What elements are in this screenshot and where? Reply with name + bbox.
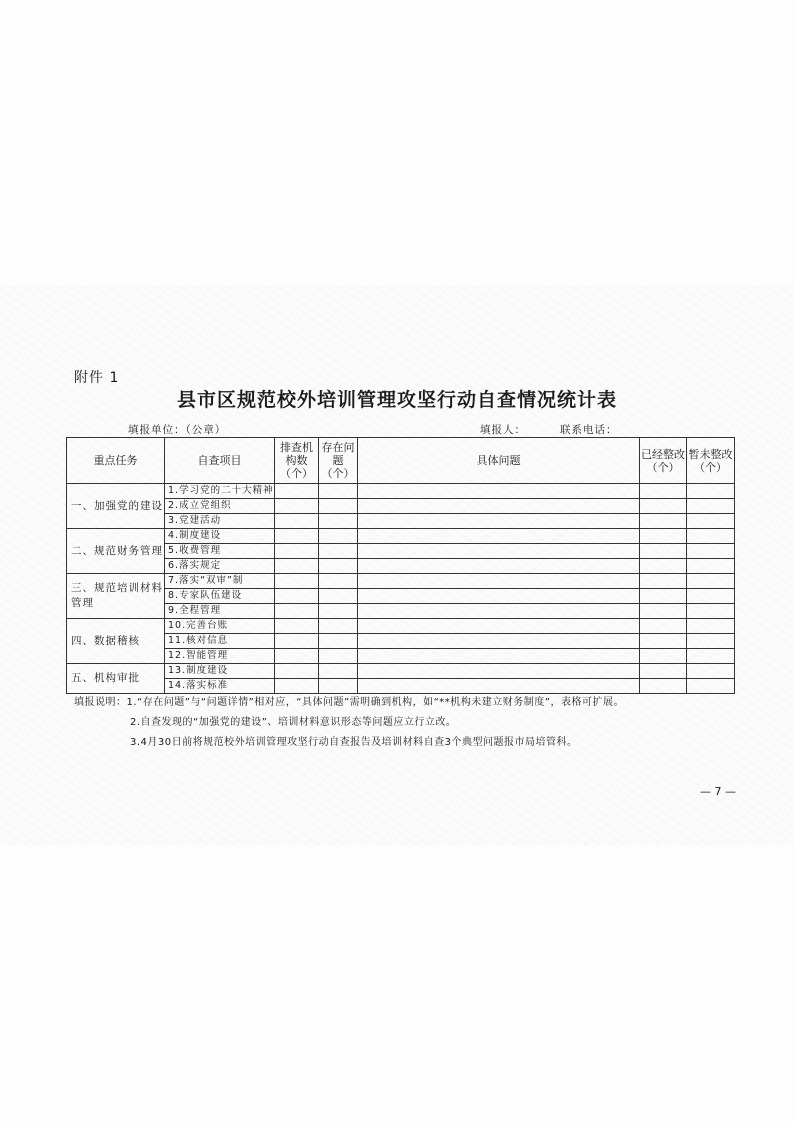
empty-cell[interactable] <box>319 544 358 559</box>
table-row <box>67 574 735 589</box>
fill-unit-label: 填报单位：（公章） <box>128 424 227 436</box>
table-row <box>67 484 735 499</box>
attachment-label: 附件 1 <box>74 370 120 386</box>
phone-label: 联系电话： <box>560 424 618 436</box>
empty-cell[interactable] <box>275 499 319 514</box>
empty-cell[interactable] <box>358 484 640 499</box>
empty-cell[interactable] <box>640 664 687 679</box>
empty-cell[interactable] <box>687 514 735 529</box>
task-cell: 五、机构审批 <box>67 664 165 694</box>
item-cell: 4.制度建设 <box>165 529 275 544</box>
item-cell: 12.智能管理 <box>165 649 275 664</box>
empty-cell[interactable] <box>358 559 640 574</box>
empty-cell[interactable] <box>640 514 687 529</box>
empty-cell[interactable] <box>687 499 735 514</box>
statistics-table <box>66 437 735 694</box>
item-cell: 8.专家队伍建设 <box>165 589 275 604</box>
empty-cell[interactable] <box>640 634 687 649</box>
item-cell: 1.学习党的二十大精神 <box>165 484 275 499</box>
empty-cell[interactable] <box>319 514 358 529</box>
empty-cell[interactable] <box>275 484 319 499</box>
empty-cell[interactable] <box>275 589 319 604</box>
table-row <box>67 664 735 679</box>
empty-cell[interactable] <box>687 544 735 559</box>
empty-cell[interactable] <box>275 574 319 589</box>
table-row <box>67 679 735 694</box>
item-cell: 10.完善台账 <box>165 619 275 634</box>
empty-cell[interactable] <box>640 574 687 589</box>
empty-cell[interactable] <box>687 649 735 664</box>
note-line-3: 3.4月30日前将规范校外培训管理攻坚行动自查报告及培训材料自查3个典型问题报市局培管科。 <box>130 737 578 748</box>
header-unfixed: 暂未整改（个） <box>687 438 735 484</box>
empty-cell[interactable] <box>319 664 358 679</box>
empty-cell[interactable] <box>687 589 735 604</box>
table-row <box>67 589 735 604</box>
table-row <box>67 634 735 649</box>
empty-cell[interactable] <box>275 619 319 634</box>
task-cell: 三、规范培训材料管理 <box>67 574 165 619</box>
table-header-row <box>67 438 735 484</box>
page-number: — 7 — <box>700 785 736 798</box>
empty-cell[interactable] <box>358 514 640 529</box>
item-cell: 3.党建活动 <box>165 514 275 529</box>
empty-cell[interactable] <box>275 514 319 529</box>
empty-cell[interactable] <box>687 664 735 679</box>
empty-cell[interactable] <box>358 619 640 634</box>
empty-cell[interactable] <box>358 679 640 694</box>
table-row <box>67 559 735 574</box>
header-detail: 具体问题 <box>358 438 640 484</box>
empty-cell[interactable] <box>275 604 319 619</box>
empty-cell[interactable] <box>319 589 358 604</box>
item-cell: 14.落实标准 <box>165 679 275 694</box>
header-item: 自查项目 <box>165 438 275 484</box>
empty-cell[interactable] <box>319 604 358 619</box>
item-cell: 5.收费管理 <box>165 544 275 559</box>
empty-cell[interactable] <box>319 634 358 649</box>
header-exists: 存在问题（个） <box>319 438 358 484</box>
empty-cell[interactable] <box>275 559 319 574</box>
task-cell: 二、规范财务管理 <box>67 529 165 574</box>
empty-cell[interactable] <box>640 544 687 559</box>
empty-cell[interactable] <box>275 679 319 694</box>
filler-label: 填报人： <box>480 424 526 436</box>
item-cell: 7.落实“双审”制 <box>165 574 275 589</box>
table-row <box>67 544 735 559</box>
table-row <box>67 514 735 529</box>
empty-cell[interactable] <box>687 559 735 574</box>
empty-cell[interactable] <box>687 619 735 634</box>
empty-cell[interactable] <box>687 634 735 649</box>
empty-cell[interactable] <box>319 649 358 664</box>
empty-cell[interactable] <box>275 649 319 664</box>
empty-cell[interactable] <box>640 679 687 694</box>
empty-cell[interactable] <box>640 529 687 544</box>
empty-cell[interactable] <box>640 619 687 634</box>
empty-cell[interactable] <box>275 634 319 649</box>
empty-cell[interactable] <box>687 604 735 619</box>
empty-cell[interactable] <box>640 559 687 574</box>
item-cell: 13.制度建设 <box>165 664 275 679</box>
empty-cell[interactable] <box>358 544 640 559</box>
empty-cell[interactable] <box>687 574 735 589</box>
empty-cell[interactable] <box>640 649 687 664</box>
empty-cell[interactable] <box>358 604 640 619</box>
header-task: 重点任务 <box>67 438 165 484</box>
empty-cell[interactable] <box>275 664 319 679</box>
table-row <box>67 499 735 514</box>
note-line-2: 2.自查发现的“加强党的建设”、培训材料意识形态等问题应立行立改。 <box>130 717 457 728</box>
empty-cell[interactable] <box>319 499 358 514</box>
empty-cell[interactable] <box>358 649 640 664</box>
empty-cell[interactable] <box>358 589 640 604</box>
empty-cell[interactable] <box>319 679 358 694</box>
task-cell: 一、加强党的建设 <box>67 484 165 529</box>
item-cell: 9.全程管理 <box>165 604 275 619</box>
empty-cell[interactable] <box>687 529 735 544</box>
document-title: 县市区规范校外培训管理攻坚行动自查情况统计表 <box>176 389 617 411</box>
item-cell: 2.成立党组织 <box>165 499 275 514</box>
table-row <box>67 619 735 634</box>
empty-cell[interactable] <box>275 544 319 559</box>
empty-cell[interactable] <box>640 604 687 619</box>
empty-cell[interactable] <box>640 484 687 499</box>
empty-cell[interactable] <box>358 664 640 679</box>
empty-cell[interactable] <box>319 574 358 589</box>
empty-cell[interactable] <box>275 529 319 544</box>
empty-cell[interactable] <box>319 529 358 544</box>
header-checked: 排查机构数（个） <box>275 438 319 484</box>
table-row <box>67 649 735 664</box>
empty-cell[interactable] <box>687 679 735 694</box>
table-row <box>67 529 735 544</box>
empty-cell[interactable] <box>358 499 640 514</box>
note-line-1: 填报说明：1.“存在问题”与“问题详情”相对应，“具体问题”需明确到机构，如“**机构未建立财务制度”，表格可扩展。 <box>74 697 624 708</box>
item-cell: 6.落实规定 <box>165 559 275 574</box>
empty-cell[interactable] <box>640 499 687 514</box>
empty-cell[interactable] <box>319 559 358 574</box>
empty-cell[interactable] <box>319 484 358 499</box>
task-cell: 四、数据稽核 <box>67 619 165 664</box>
empty-cell[interactable] <box>358 529 640 544</box>
empty-cell[interactable] <box>640 589 687 604</box>
header-fixed: 已经整改（个） <box>640 438 687 484</box>
item-cell: 11.核对信息 <box>165 634 275 649</box>
empty-cell[interactable] <box>358 634 640 649</box>
filling-notes <box>74 693 754 753</box>
table-row <box>67 604 735 619</box>
empty-cell[interactable] <box>319 619 358 634</box>
empty-cell[interactable] <box>687 484 735 499</box>
empty-cell[interactable] <box>358 574 640 589</box>
